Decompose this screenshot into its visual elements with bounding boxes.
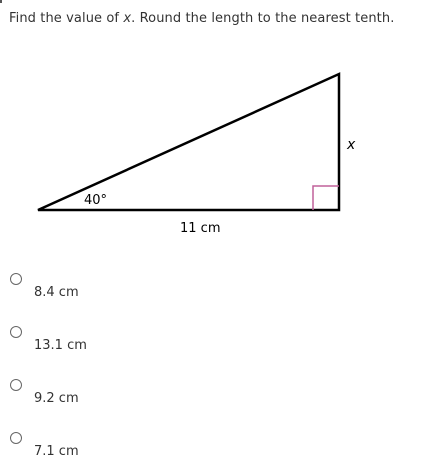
radio-button[interactable] xyxy=(10,273,22,285)
answer-option-4[interactable] xyxy=(10,432,210,472)
radio-button[interactable] xyxy=(10,432,22,444)
answer-label: 13.1 cm xyxy=(34,338,87,353)
question-prefix: Find the value of xyxy=(9,11,124,26)
answer-option-1[interactable] xyxy=(10,273,210,313)
base-length-label: 11 cm xyxy=(180,221,221,236)
question-variable: x xyxy=(123,11,132,26)
angle-label: 40° xyxy=(84,193,108,208)
radio-button[interactable] xyxy=(10,379,22,391)
answer-label: 7.1 cm xyxy=(34,444,79,459)
answer-label: 8.4 cm xyxy=(34,285,79,300)
answer-option-3[interactable] xyxy=(10,379,210,419)
radio-button[interactable] xyxy=(10,326,22,338)
question-suffix: . Round the length to the nearest tenth. xyxy=(131,11,395,26)
answer-label: 9.2 cm xyxy=(34,391,79,406)
answer-option-2[interactable] xyxy=(10,326,210,366)
side-variable-label: x xyxy=(347,137,356,153)
